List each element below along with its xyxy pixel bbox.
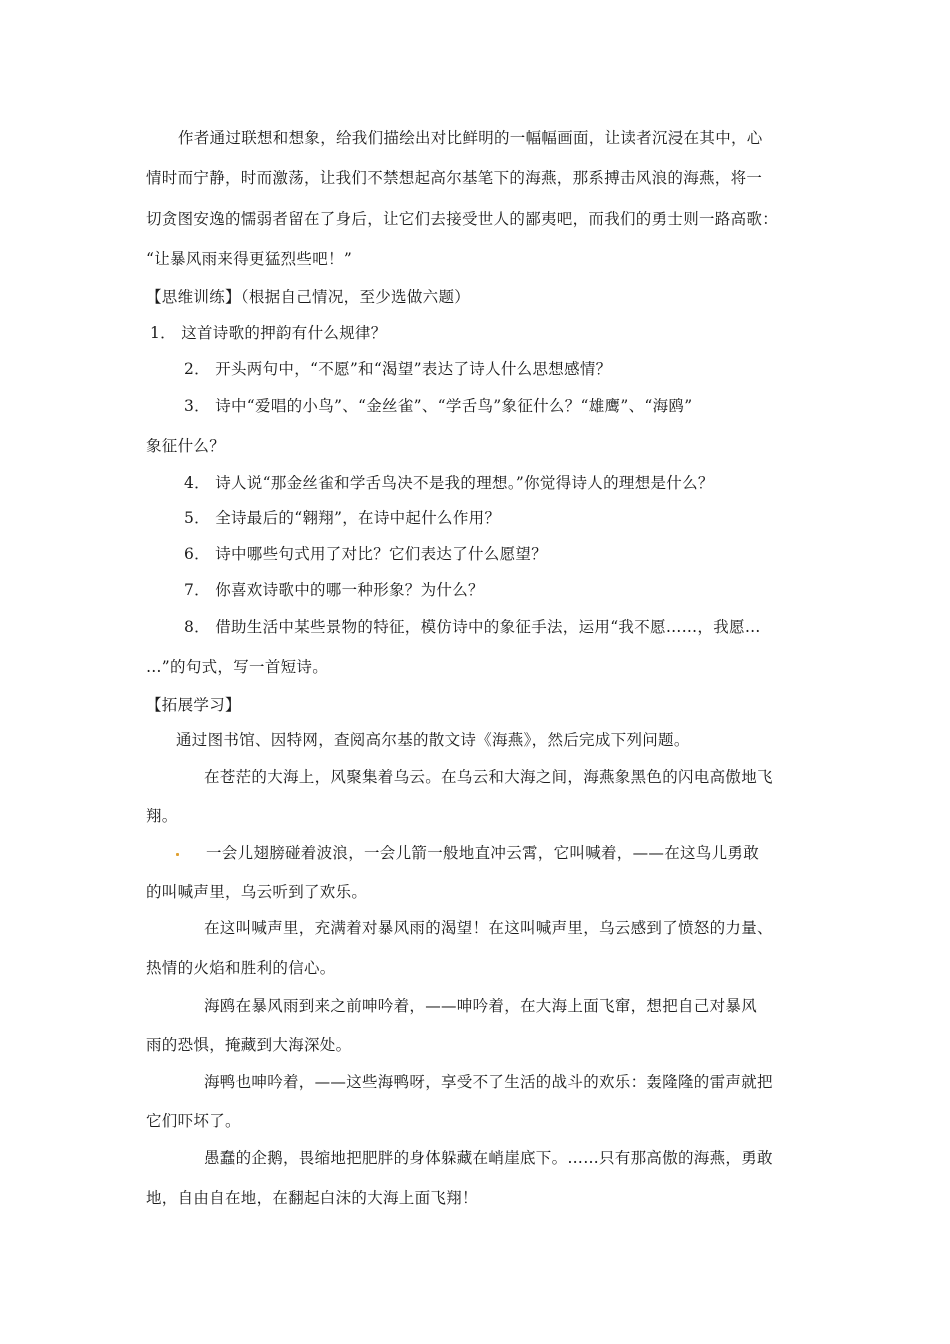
question-6: 6． 诗中哪些句式用了对比？它们表达了什么愿望？ xyxy=(184,545,547,563)
poem-p2-line-1: 一会儿翅膀碰着波浪，一会儿箭一般地直冲云霄，它叫喊着，——在这鸟儿勇敢 xyxy=(206,844,760,862)
question-7: 7． 你喜欢诗歌中的哪一种形象？为什么？ xyxy=(184,581,484,599)
question-3-line-2: 象征什么？ xyxy=(146,437,226,455)
thinking-heading: 【思维训练】（根据自己情况，至少选做六题） xyxy=(146,288,471,306)
poem-p4-line-2: 雨的恐惧，掩藏到大海深处。 xyxy=(146,1036,352,1054)
intro-line-4: “让暴风雨来得更猛烈些吧！” xyxy=(146,250,353,268)
poem-p4-line-1: 海鸥在暴风雨到来之前呻吟着，——呻吟着，在大海上面飞窜，想把自己对暴风 xyxy=(204,997,758,1015)
question-8-line-2: …”的句式，写一首短诗。 xyxy=(146,658,329,676)
question-8-line-1: 8． 借助生活中某些景物的特征，模仿诗中的象征手法，运用“我不愿……，我愿… xyxy=(184,618,761,636)
poem-p5-line-1: 海鸭也呻吟着，——这些海鸭呀，享受不了生活的战斗的欢乐：轰隆隆的雷声就把 xyxy=(204,1073,773,1091)
poem-p2-line-2: 的叫喊声里，乌云听到了欢乐。 xyxy=(146,883,368,901)
question-4: 4． 诗人说“那金丝雀和学舌鸟决不是我的理想。”你觉得诗人的理想是什么？ xyxy=(184,474,714,492)
poem-p6-line-2: 地，自由自在地，在翻起白沫的大海上面飞翔！ xyxy=(146,1189,478,1207)
poem-p1-line-2: 翔。 xyxy=(146,807,178,825)
question-1: 1． 这首诗歌的押韵有什么规律？ xyxy=(150,324,387,342)
question-2: 2． 开头两句中，“不愿”和“渴望”表达了诗人什么思想感情？ xyxy=(184,360,612,378)
poem-p3-line-1: 在这叫喊声里，充满着对暴风雨的渴望！在这叫喊声里，乌云感到了愤怒的力量、 xyxy=(204,919,773,937)
marker-dot xyxy=(176,853,179,856)
intro-line-2: 情时而宁静，时而激荡，让我们不禁想起高尔基笔下的海燕，那系搏击风浪的海燕，将一 xyxy=(146,169,763,187)
poem-p5-line-2: 它们吓坏了。 xyxy=(146,1112,241,1130)
question-3-line-1: 3． 诗中“爱唱的小鸟”、“金丝雀”、“学舌鸟”象征什么？“雄鹰”、“海鸥” xyxy=(184,397,693,415)
poem-p6-line-1: 愚蠢的企鹅，畏缩地把肥胖的身体躲藏在峭崖底下。……只有那高傲的海燕，勇敢 xyxy=(204,1149,773,1167)
extension-heading: 【拓展学习】 xyxy=(146,696,241,714)
extension-intro: 通过图书馆、因特网，查阅高尔基的散文诗《海燕》，然后完成下列问题。 xyxy=(176,731,690,749)
intro-line-3: 切贪图安逸的懦弱者留在了身后，让它们去接受世人的鄙夷吧，而我们的勇士则一路高歌： xyxy=(146,210,779,228)
intro-line-1: 作者通过联想和想象，给我们描绘出对比鲜明的一幅幅画面，让读者沉浸在其中，心 xyxy=(178,129,763,147)
poem-p3-line-2: 热情的火焰和胜利的信心。 xyxy=(146,959,336,977)
question-5: 5． 全诗最后的“翱翔”，在诗中起什么作用？ xyxy=(184,509,501,527)
poem-p1-line-1: 在苍茫的大海上，风聚集着乌云。在乌云和大海之间，海燕象黑色的闪电高傲地飞 xyxy=(204,768,773,786)
